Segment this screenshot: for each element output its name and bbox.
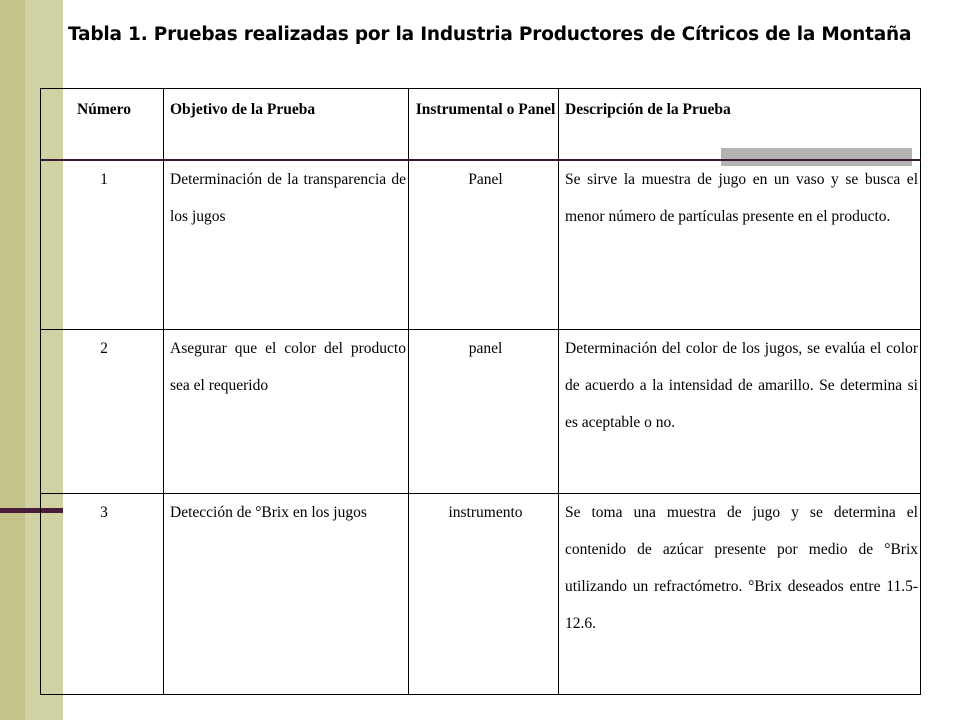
table-row (41, 494, 921, 695)
tests-table (40, 88, 921, 695)
cell-descripcion: Se sirve la muestra de jugo en un vaso y se busca el menor número de partículas presente en el producto. (559, 160, 921, 330)
cell-numero: 2 (41, 330, 164, 494)
table-row (41, 330, 921, 494)
left-decorative-bar-inner (0, 0, 25, 720)
slide-title: Tabla 1. Pruebas realizadas por la Industria Productores de Cítricos de la Montaña (68, 24, 912, 45)
cell-instrumental: Panel (409, 160, 559, 330)
cell-descripcion: Se toma una muestra de jugo y se determina el contenido de azúcar presente por medio de °Brix utilizando un refractómetro. °Brix deseados entre 11.5-12.6. (559, 494, 921, 695)
cell-objetivo: Detección de °Brix en los jugos (164, 494, 409, 695)
cell-instrumental: instrumento (409, 494, 559, 695)
cell-numero: 3 (41, 494, 164, 695)
cell-instrumental: panel (409, 330, 559, 494)
cell-descripcion: Determinación del color de los jugos, se evalúa el color de acuerdo a la intensidad de amarillo. Se determina si es aceptable o no. (559, 330, 921, 494)
header-instrumental: Instrumental o Panel (409, 89, 559, 161)
cell-numero: 1 (41, 160, 164, 330)
header-descripcion: Descripción de la Prueba (559, 89, 921, 161)
table-row (41, 160, 921, 330)
header-numero: Número (41, 89, 164, 161)
cell-objetivo: Asegurar que el color del producto sea el requerido (164, 330, 409, 494)
header-objetivo: Objetivo de la Prueba (164, 89, 409, 161)
table-header-row (41, 89, 921, 161)
cell-objetivo: Determinación de la transparencia de los jugos (164, 160, 409, 330)
